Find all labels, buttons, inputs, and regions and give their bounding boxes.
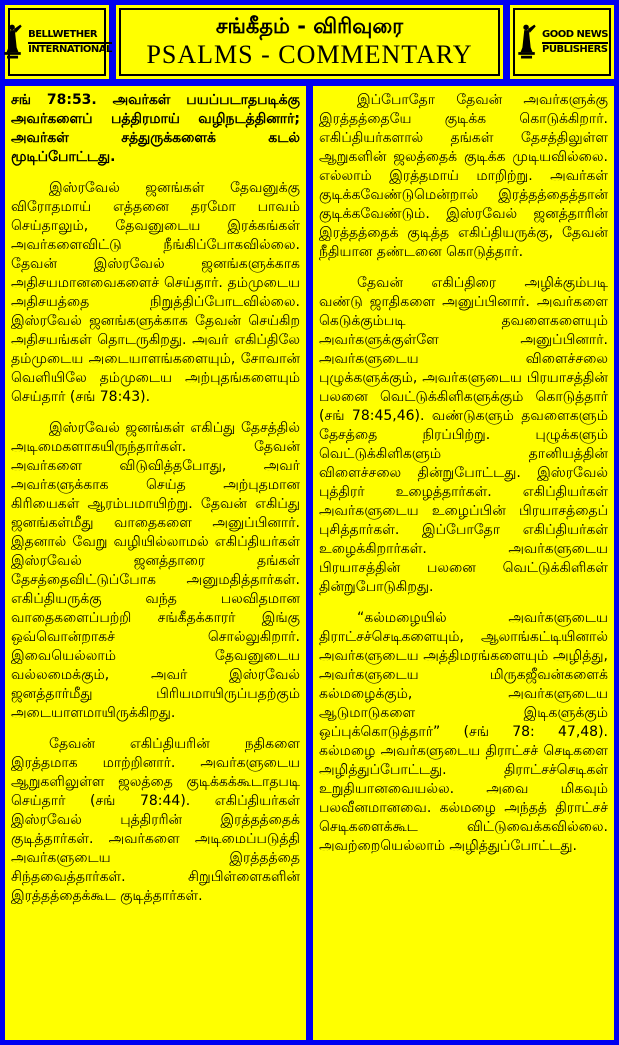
left-column xyxy=(5,86,306,1040)
commentary-paragraph: இப்போதோ தேவன் அவர்களுக்கு இரத்தத்தையே குடிக்க கொடுக்கிறார். எகிப்தியர்களால் தங்கள் தேசத்திலுள்ள ஆறுகளின் ஜலத்தைக் குடிக்க முடியவில்லை. எல்லாம் இரத்தமாய் மாறிற்று. அவர்கள் குடிக்கவேண்டுமென்றால் இரத்தத்தைத்தான் குடிக்கவேண்டும். இஸ்ரவேல் ஜனத்தாரின் இரத்தத்தைக் குடித்த எகிப்தியருக்கு, தேவன் நீதியான தண்டனை கொடுத்தார். xyxy=(319,92,608,260)
left-logo-cell xyxy=(5,5,112,79)
commentary-paragraph: “கல்மழையில் அவர்களுடைய திராட்சச்செடிகளையும், ஆலாங்கட்டியினால் அவர்களுடைய அத்திமரங்களையும் அழித்து, அவர்களுடைய மிருகஜீவன்களைக் கல்மழைக்கும், அவர்களுடைய ஆடுமாடுகளை இடிகளுக்கும் ஒப்புக்கொடுத்தார்” (சங் 78: 47,48). கல்மழை அவர்களுடைய திராட்சச் செடிகளை அழித்துப்போட்டது. திராட்சச்செடிகள் உறுதியானவையல்ல. அவை மிகவும் பலவீனமானவை. கல்மழை அந்தத் திராட்சச் செடிகளைக்கூட விட்டுவைக்கவில்லை. அவற்றையெல்லாம் அழித்துப்போட்டது. xyxy=(319,610,608,854)
good-news-logo-text xyxy=(542,29,608,55)
right-column xyxy=(313,86,614,1040)
logo-line2: PUBLISHERS xyxy=(542,43,608,55)
bellwether-logo xyxy=(8,8,112,76)
verse-heading: சங் 78:53. அவர்கள் பயப்படாதபடிக்கு அவர்களைப் பத்திரமாய் வழிநடத்தினார்; அவர்கள் சத்துருக்களைக் கடல் மூடிப்போட்டது. xyxy=(11,92,300,165)
commentary-body xyxy=(5,86,614,1040)
logo-line1: BELLWETHER xyxy=(28,29,112,44)
commentary-paragraph: தேவன் எகிப்தியரின் நதிகளை இரத்தமாக மாற்றினார். அவர்களுடைய ஆறுகளிலுள்ள ஜலத்தை குடிக்கக்கூடாதபடி செய்தார் (சங் 78:44). எகிப்தியர்கள் இஸ்ரவேல் புத்திரரின் இரத்தத்தைக் குடித்தார்கள். அவர்களை அடிமைப்படுத்தி அவர்களுடைய இரத்தத்தை சிந்தவைத்தார்கள். சிறுபிள்ளைகளின் இரத்தத்தைக்கூட குடித்தார்கள். xyxy=(11,736,300,904)
logo-line2: INTERNATIONAL xyxy=(28,43,112,55)
statue-figure-icon xyxy=(516,22,538,62)
title-box xyxy=(119,8,500,76)
commentary-paragraph: இஸ்ரவேல் ஜனங்கள் தேவனுக்கு விரோதமாய் எத்தனை தரமோ பாவம் செய்தாலும், தேவனுடைய இரக்கங்கள் அவர்களைவிட்டு நீங்கிப்போகவில்லை. தேவன் இஸ்ரவேல் ஜனங்களுக்காக அதிசயமானவைகளைச் செய்தார். தம்முடைய அதிசயத்தை நிறுத்திப்போடவில்லை. இஸ்ரவேல் ஜனங்களுக்காக தேவன் செய்கிற அதிசயங்கள் தொடருகிறது. அவர் எகிப்திலே தம்முடைய அடையாளங்களையும், சோவான் வெளியிலே தம்முடைய அற்புதங்களையும் செய்தார் (சங் 78:43). xyxy=(11,180,300,405)
commentary-paragraph: தேவன் எகிப்திரை அழிக்கும்படி வண்டு ஜாதிகளை அனுப்பினார். அவர்களை கெடுக்கும்படி தவளைகளையும் அவர்களுக்குள்ளே அனுப்பினார். அவர்களுடைய விளைச்சலை புழுக்களுக்கும், அவர்களுடைய பிரயாசத்தின் பலனை வெட்டுக்கிளிகளுக்கும் கொடுத்தார் (சங் 78:45,46). வண்டுகளும் தவளைகளும் தேசத்தை நிரப்பிற்று. புழுக்களும் வெட்டுக்கிளிகளும் தானியத்தின் விளைச்சலை தின்றுபோட்டது. இஸ்ரவேல் புத்திரர் உழைத்தார்கள். எகிப்தியர்கள் அவர்களுடைய உழைப்பின் பிரயாசத்தைப் புசித்தார்கள். இப்போதோ எகிப்தியர்கள் உழைக்கிறார்கள். அவர்களுடைய பிரயாசத்தின் பலனை வெட்டுக்கிளிகள் தின்றுபோடுகிறது. xyxy=(319,275,608,595)
page-title-tamil: சங்கீதம் - விரிவுரை xyxy=(215,14,404,39)
bellwether-logo-text xyxy=(28,29,112,55)
logo-line1: GOOD NEWS xyxy=(542,29,608,44)
right-logo-cell xyxy=(510,5,614,79)
page-header xyxy=(5,5,614,79)
commentary-paragraph: இஸ்ரவேல் ஜனங்கள் எகிப்து தேசத்தில் அடிமைகளாகயிருந்தார்கள். தேவன் அவர்களை விடுவித்தபோது, அவர் அவர்களுக்காக செய்த அற்புதமான கிரியைகள் ஆரம்பமாயிற்று. தேவன் எகிப்து ஜனங்கள்மீது வாதைகளை அனுப்பினார். இதனால் வேறு வழியில்லாமல் எகிப்தியர்கள் இஸ்ரவேல் ஜனத்தாரை தங்கள் தேசத்தைவிட்டுப்போக அனுமதித்தார்கள். எகிப்தியருக்கு வந்த பலவிதமான வாதைகளைப்பற்றி சங்கீதக்காரர் இங்கு ஒவ்வொன்றாகச் சொல்லுகிறார். இவையெல்லாம் தேவனுடைய வல்லமைக்கும், அவர் இஸ்ரவேல் ஜனத்தார்மீது பிரியமாயிருப்பதற்கும் அடையாளமாயிருக்கிறது. xyxy=(11,420,300,721)
good-news-logo xyxy=(513,8,611,76)
page-title-english: PSALMS - COMMENTARY xyxy=(146,39,473,69)
statue-figure-icon xyxy=(2,22,24,62)
title-cell xyxy=(116,5,503,79)
